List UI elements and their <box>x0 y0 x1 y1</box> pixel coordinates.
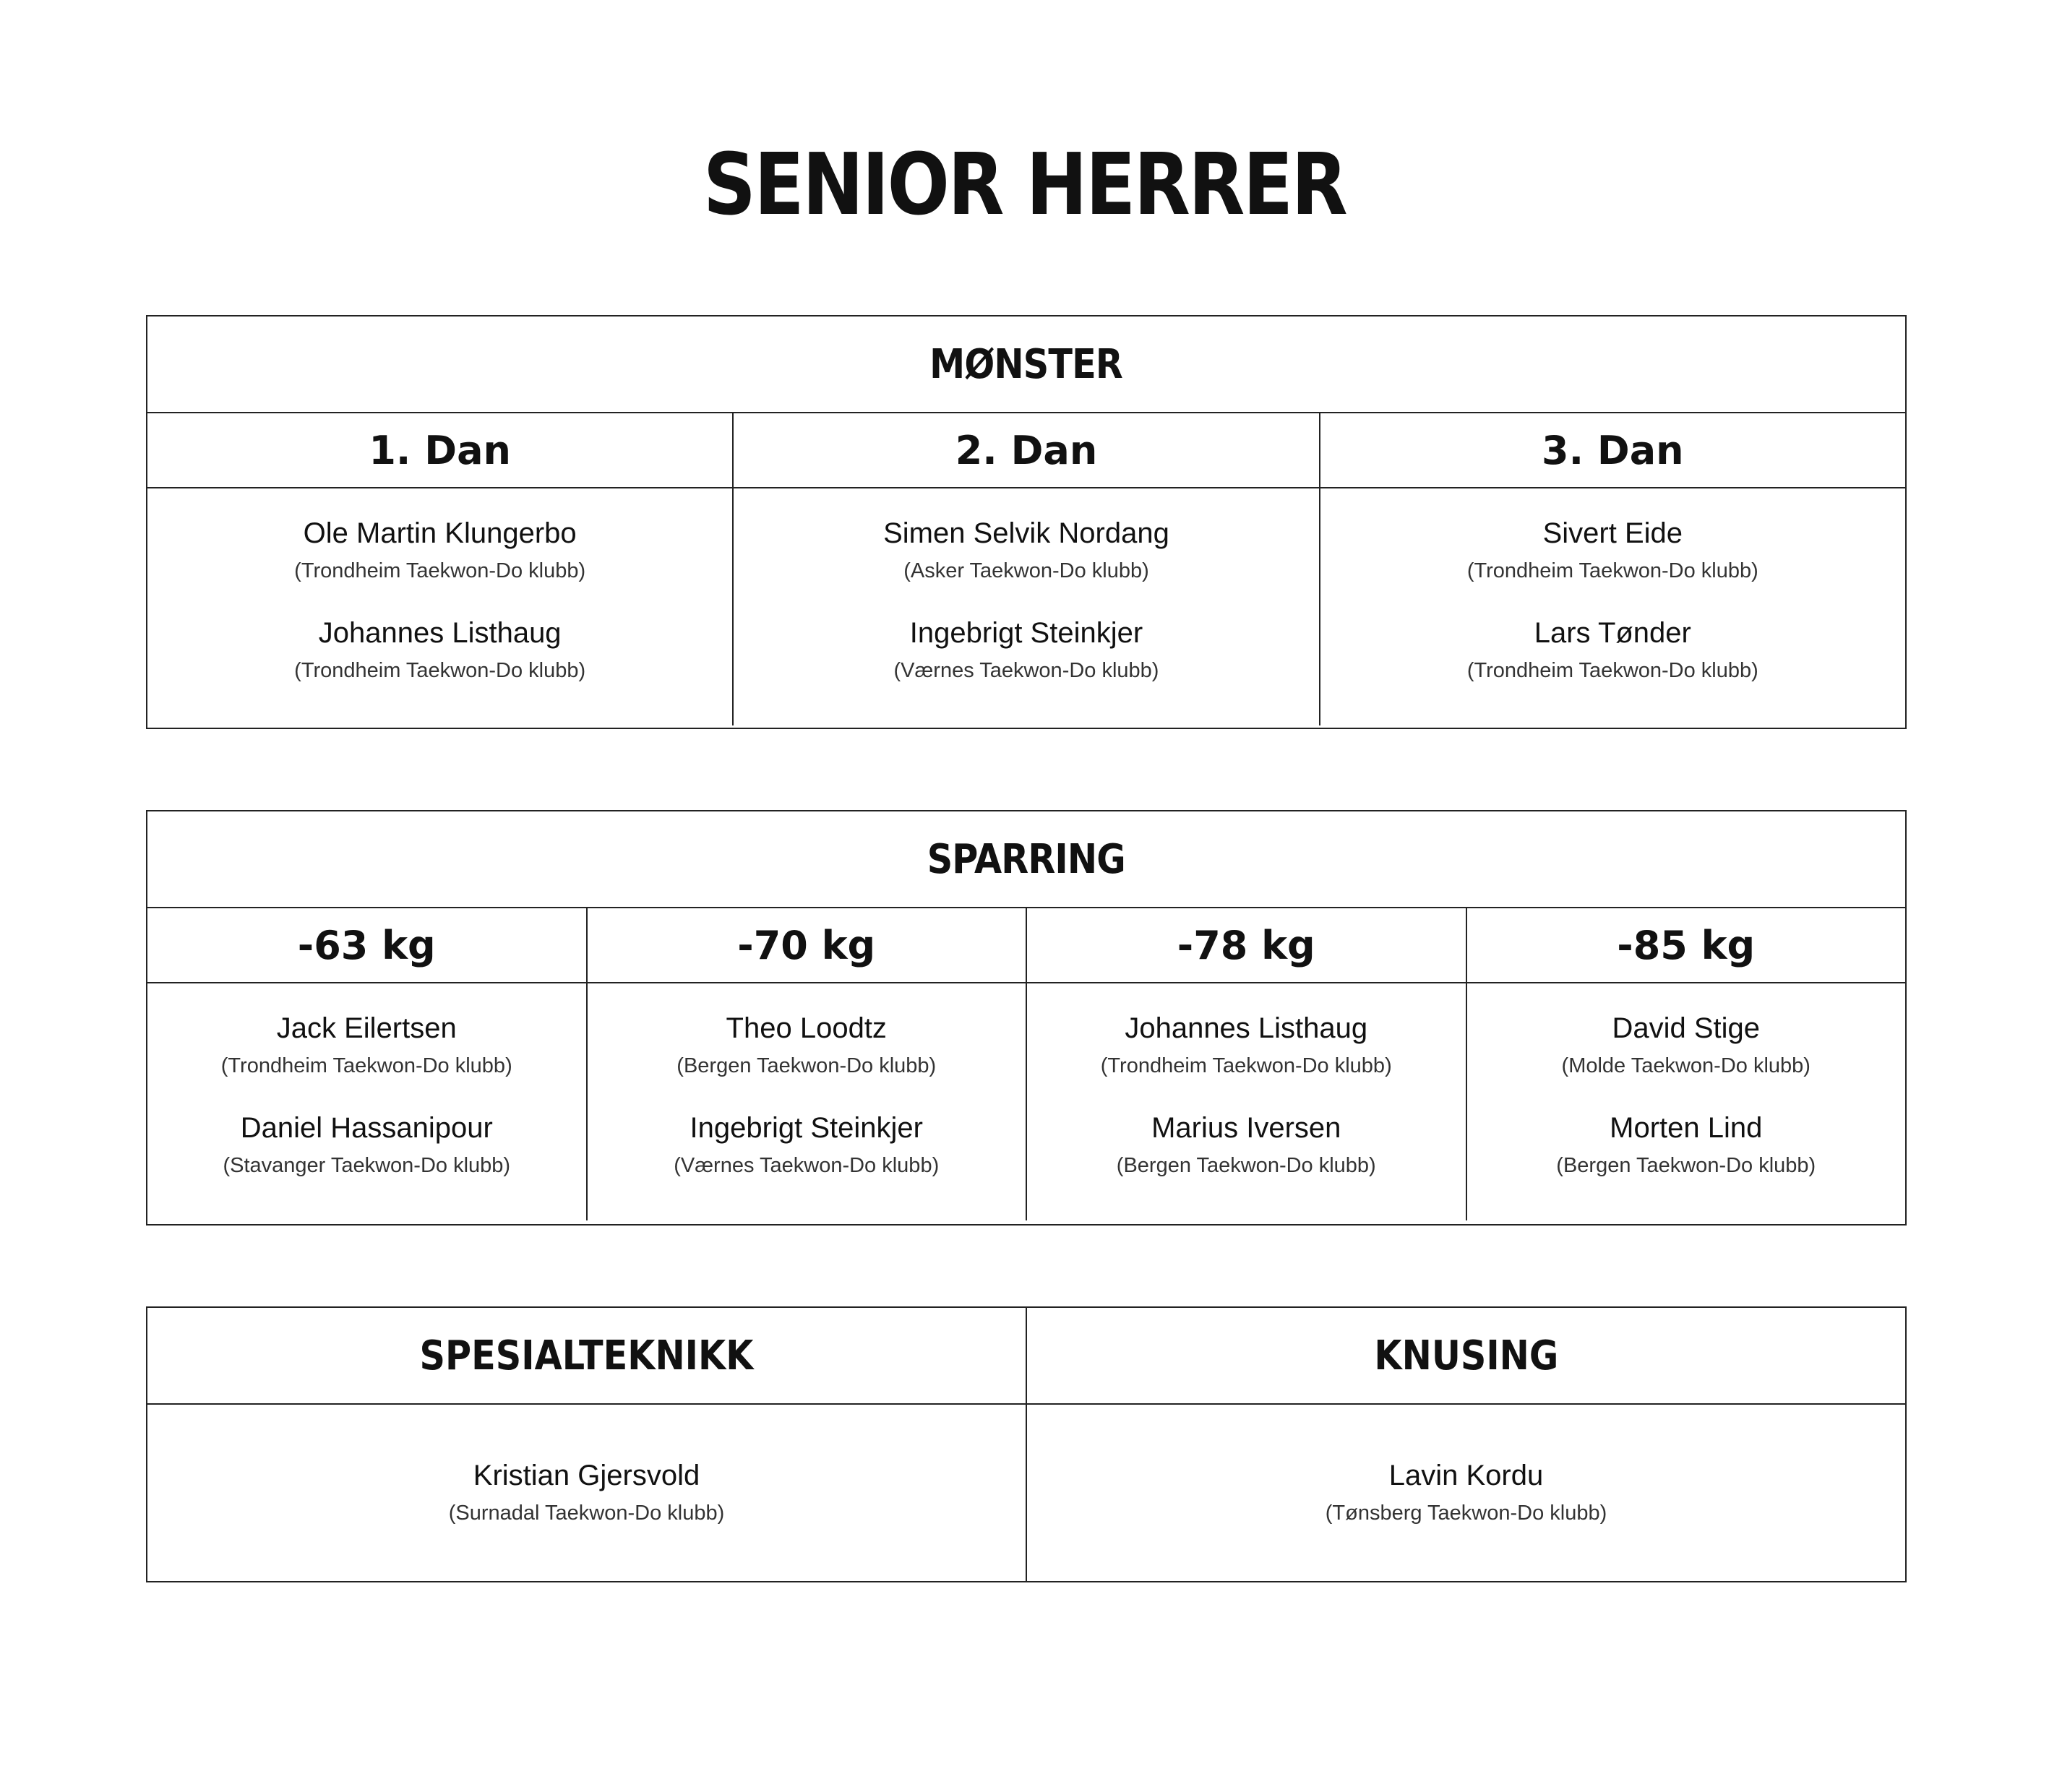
sparring-results-2 <box>586 983 1026 1220</box>
athlete-entry <box>1101 1011 1392 1080</box>
special-table <box>146 1306 1907 1582</box>
athlete-club: (Asker Taekwon-Do klubb) <box>903 559 1149 582</box>
athlete-name: Lavin Kordu <box>1388 1460 1544 1491</box>
athlete-name: Johannes Listhaug <box>1125 1012 1368 1044</box>
sparring-category-row <box>147 908 1905 983</box>
monster-table <box>146 315 1907 729</box>
athlete-entry <box>674 1111 939 1180</box>
monster-category-3: 3. Dan <box>1319 413 1905 487</box>
sparring-results-row <box>147 983 1905 1220</box>
athlete-name: Theo Loodtz <box>726 1012 887 1044</box>
athlete-name: Daniel Hassanipour <box>240 1112 493 1144</box>
spesialteknikk-heading <box>147 1308 1026 1403</box>
athlete-club: (Molde Taekwon-Do klubb) <box>1561 1054 1810 1077</box>
athlete-club: (Trondheim Taekwon-Do klubb) <box>294 659 586 682</box>
sparring-results-1 <box>147 983 586 1220</box>
sparring-results-3 <box>1026 983 1466 1220</box>
athlete-club: (Værnes Taekwon-Do klubb) <box>674 1154 940 1177</box>
athlete-name: David Stige <box>1612 1012 1761 1044</box>
sparring-category-1: -63 kg <box>297 922 436 968</box>
athlete-club: (Trondheim Taekwon-Do klubb) <box>220 1054 512 1077</box>
monster-results-1 <box>147 488 732 725</box>
athlete-entry <box>1117 1111 1376 1180</box>
athlete-entry <box>1467 516 1758 585</box>
athlete-club: (Værnes Taekwon-Do klubb) <box>893 659 1159 682</box>
athlete-club: (Stavanger Taekwon-Do klubb) <box>223 1154 511 1177</box>
monster-category-row <box>147 413 1905 488</box>
athlete-club: (Trondheim Taekwon-Do klubb) <box>1466 659 1758 682</box>
athlete-name: Jack Eilertsen <box>276 1012 457 1044</box>
athlete-entry <box>1562 1011 1810 1080</box>
athlete-entry <box>449 1458 725 1528</box>
monster-heading <box>147 316 1905 413</box>
athlete-name: Sivert Eide <box>1542 517 1683 549</box>
athlete-entry <box>294 616 585 685</box>
sparring-category-2: -70 kg <box>586 908 1026 982</box>
athlete-club: (Bergen Taekwon-Do klubb) <box>1116 1154 1376 1177</box>
athlete-name: Ingebrigt Steinkjer <box>909 617 1143 649</box>
athlete-entry <box>223 1111 510 1180</box>
sparring-category-3: -78 kg <box>1026 908 1466 982</box>
athlete-club: (Bergen Taekwon-Do klubb) <box>676 1054 937 1077</box>
sparring-heading <box>147 811 1905 908</box>
spesialteknikk-heading-label: SPESIALTEKNIKK <box>419 1332 754 1379</box>
athlete-name: Simen Selvik Nordang <box>883 517 1169 549</box>
athlete-entry <box>894 616 1159 685</box>
athlete-name: Johannes Listhaug <box>318 617 562 649</box>
sparring-table <box>146 810 1907 1225</box>
page-title: SENIOR HERRER <box>703 134 1346 234</box>
athlete-club: (Trondheim Taekwon-Do klubb) <box>1100 1054 1392 1077</box>
athlete-name: Marius Iversen <box>1151 1112 1341 1144</box>
monster-category-2: 2. Dan <box>732 413 1318 487</box>
athlete-name: Lars Tønder <box>1534 617 1691 649</box>
athlete-name: Morten Lind <box>1610 1112 1763 1144</box>
knusing-results <box>1026 1405 1905 1581</box>
monster-heading-label: MØNSTER <box>929 340 1123 388</box>
athlete-entry <box>1467 616 1758 685</box>
sparring-results-4 <box>1466 983 1906 1220</box>
special-header-row <box>147 1308 1905 1405</box>
athlete-name: Kristian Gjersvold <box>473 1460 700 1491</box>
athlete-name: Ole Martin Klungerbo <box>303 517 577 549</box>
athlete-entry <box>221 1011 512 1080</box>
athlete-club: (Surnadal Taekwon-Do klubb) <box>448 1502 725 1525</box>
athlete-entry <box>676 1011 936 1080</box>
monster-results-row <box>147 488 1905 725</box>
monster-category-1: 1. Dan <box>369 427 511 473</box>
athlete-club: (Tønsberg Taekwon-Do klubb) <box>1325 1502 1607 1525</box>
athlete-club: (Trondheim Taekwon-Do klubb) <box>1466 559 1758 582</box>
athlete-entry <box>294 516 585 585</box>
special-results-row <box>147 1405 1905 1581</box>
athlete-name: Ingebrigt Steinkjer <box>690 1112 923 1144</box>
athlete-entry <box>1556 1111 1816 1180</box>
sparring-heading-label: SPARRING <box>927 835 1126 883</box>
athlete-club: (Bergen Taekwon-Do klubb) <box>1556 1154 1816 1177</box>
athlete-entry <box>883 516 1169 585</box>
athlete-entry <box>1326 1458 1607 1528</box>
athlete-club: (Trondheim Taekwon-Do klubb) <box>294 559 586 582</box>
monster-results-2 <box>732 488 1318 725</box>
sparring-category-4: -85 kg <box>1466 908 1906 982</box>
knusing-heading <box>1026 1308 1905 1403</box>
spesialteknikk-results <box>147 1405 1026 1581</box>
knusing-heading-label: KNUSING <box>1374 1332 1558 1379</box>
monster-results-3 <box>1319 488 1905 725</box>
